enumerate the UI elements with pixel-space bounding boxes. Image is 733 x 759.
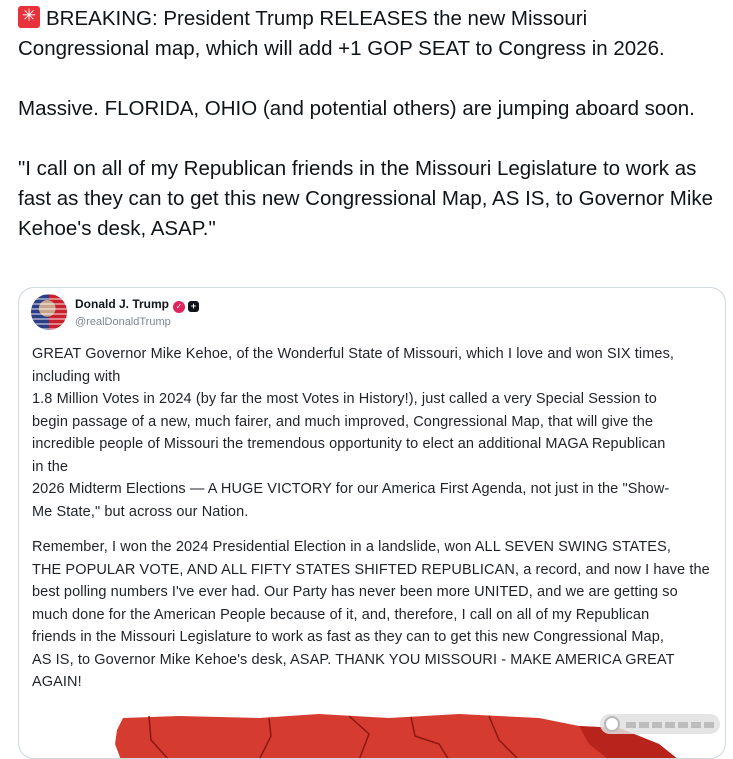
post-line: AGAIN! xyxy=(32,674,82,690)
tweet-paragraph: Massive. FLORIDA, OHIO (and potential others) are jumping aboard soon. xyxy=(18,97,695,120)
post-line: Remember, I won the 2024 Presidential Election in a landslide, won ALL SEVEN SWING STATES, xyxy=(32,539,671,555)
post-line: in the xyxy=(32,458,69,475)
plus-badge-icon: + xyxy=(188,301,199,312)
avatar[interactable] xyxy=(31,294,67,330)
post-line: 2026 Midterm Elections — A HUGE VICTORY for our America First Agenda, not just in the "Show- xyxy=(32,481,670,497)
verified-badge-icon: ✓ xyxy=(173,301,185,313)
tweet-text xyxy=(18,4,723,244)
tweet-paragraph-text: BREAKING: President Trump RELEASES the new Missouri Congressional map, which will add +1 GOP SEAT to Congress in 2026. xyxy=(18,7,665,60)
watermark-logo-icon xyxy=(604,716,620,732)
tweet-paragraph xyxy=(18,4,723,64)
author-name[interactable] xyxy=(75,297,199,313)
author-name-text[interactable]: Donald J. Trump xyxy=(75,297,170,311)
post-line: friends in the Missouri Legislature to work as fast as they can to get this new Congressional Map, xyxy=(32,629,664,645)
post-line: including with xyxy=(32,368,121,385)
post-paragraph xyxy=(32,343,712,523)
post-line: best polling numbers I've ever had. Our Party has never been more UNITED, and we are getting so xyxy=(32,584,678,600)
post-line: AS IS, to Governor Mike Kehoe's desk, ASAP. THANK YOU MISSOURI - MAKE AMERICA GREAT xyxy=(32,651,675,668)
post-line: 1.8 Million Votes in 2024 (by far the most Votes in History!), just called a very Special Session to xyxy=(32,391,657,407)
post-line: begin passage of a new, much fairer, and much improved, Congressional Map, that will give the xyxy=(32,413,654,430)
siren-icon xyxy=(18,6,40,28)
post-line: GREAT Governor Mike Kehoe, of the Wonderful State of Missouri, which I love and won SIX times, xyxy=(32,346,675,362)
post-body xyxy=(32,343,712,707)
post-line: much done for the American People because of it, and, therefore, I call on all of my Republican xyxy=(32,606,650,623)
post-line: THE POPULAR VOTE, AND ALL FIFTY STATES SHIFTED REPUBLICAN, a record, and now I have the xyxy=(32,561,710,578)
author-handle[interactable]: @realDonaldTrump xyxy=(75,316,171,328)
tweet-paragraph: "I call on all of my Republican friends in the Missouri Legislature to work as fast as they can to get this new Congressional Map, AS IS, to Governor Mike Kehoe's desk, ASAP." xyxy=(18,157,714,240)
post-line: Me State," but across our Nation. xyxy=(32,503,249,520)
post-line: incredible people of Missouri the tremendous opportunity to elect an additional MAGA Republican xyxy=(32,436,666,452)
post-paragraph xyxy=(32,536,712,694)
embedded-post-card[interactable] xyxy=(18,287,726,759)
watermark-text xyxy=(626,722,716,728)
